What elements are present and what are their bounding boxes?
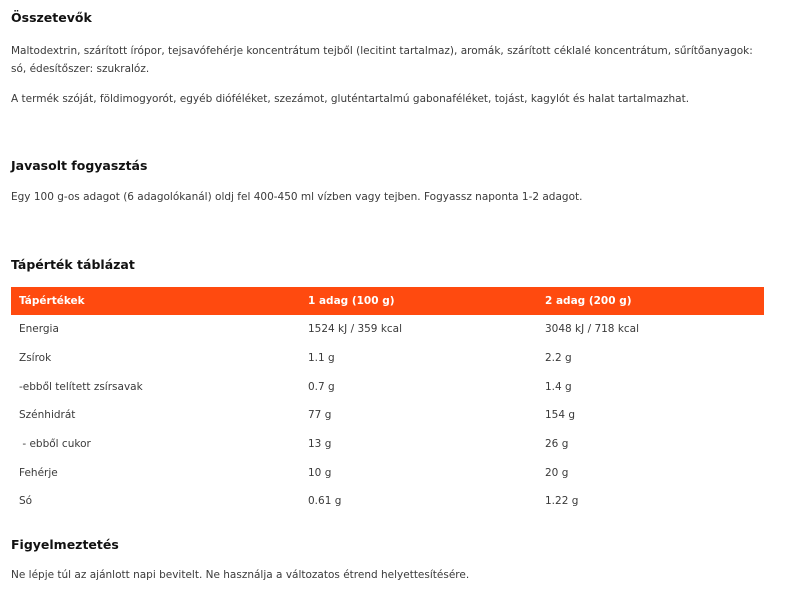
value-two-servings: 1.4 g: [545, 380, 572, 393]
value-two-servings: 2.2 g: [545, 352, 572, 365]
usage-text: Egy 100 g-os adagot (6 adagolókanál) oldj fel 400-450 ml vízben vagy tejben. Fogyassz naponta 1-2 adagot.: [11, 191, 583, 203]
nutrition-heading: Tápérték táblázat: [11, 257, 135, 272]
header-one-serving: 1 adag (100 g): [300, 287, 537, 315]
ingredients-text: Maltodextrin, szárított írópor, tejsavófehérje koncentrátum tejből (lecitint tartalmaz), aromák, szárított céklalé koncentrátum, sűrítőanyagok: só, édesítőszer: szukralóz.: [11, 45, 753, 75]
value-one-serving: 10 g: [308, 466, 332, 479]
value-two-servings: 26 g: [545, 438, 569, 451]
value-one-serving: 0.7 g: [308, 380, 335, 393]
table-row: [11, 372, 764, 401]
table-row: [11, 487, 764, 516]
value-two-servings: 3048 kJ / 718 kcal: [545, 323, 640, 336]
value-two-servings: 1.22 g: [545, 495, 579, 508]
nutrient-name: Zsírok: [19, 352, 52, 365]
allergens-text: A termék szóját, földimogyorót, egyéb dióféléket, szezámot, gluténtartalmú gabonaféléket, tojást, kagylót és halat tartalmazhat.: [11, 93, 690, 105]
value-one-serving: 13 g: [308, 438, 332, 451]
value-one-serving: 1.1 g: [308, 352, 335, 365]
nutrient-name: Só: [19, 495, 33, 508]
value-two-servings: 20 g: [545, 466, 569, 479]
table-row: [11, 315, 764, 344]
nutrient-name: Energia: [19, 323, 59, 336]
value-one-serving: 0.61 g: [308, 495, 342, 508]
nutrient-name: Szénhidrát: [19, 409, 76, 422]
nutrient-name: Fehérje: [19, 466, 58, 479]
nutrient-name: -ebből telített zsírsavak: [19, 380, 143, 393]
nutrition-header-row: [11, 287, 764, 315]
warning-heading: Figyelmeztetés: [11, 537, 119, 552]
value-two-servings: 154 g: [545, 409, 576, 422]
table-row: [11, 430, 764, 459]
header-two-servings: 2 adag (200 g): [537, 287, 764, 315]
nutrition-table: [11, 287, 764, 516]
usage-heading: Javasolt fogyasztás: [11, 158, 148, 173]
value-one-serving: 1524 kJ / 359 kcal: [308, 323, 403, 336]
warning-text: Ne lépje túl az ajánlott napi bevitelt. Ne használja a változatos étrend helyettesítésére.: [11, 569, 470, 581]
nutrient-name: - ebből cukor: [19, 438, 91, 451]
table-row: [11, 344, 764, 373]
table-row: [11, 458, 764, 487]
table-row: [11, 401, 764, 430]
ingredients-heading: Összetevők: [11, 10, 92, 25]
header-nutrient: Tápértékek: [11, 287, 300, 315]
value-one-serving: 77 g: [308, 409, 332, 422]
